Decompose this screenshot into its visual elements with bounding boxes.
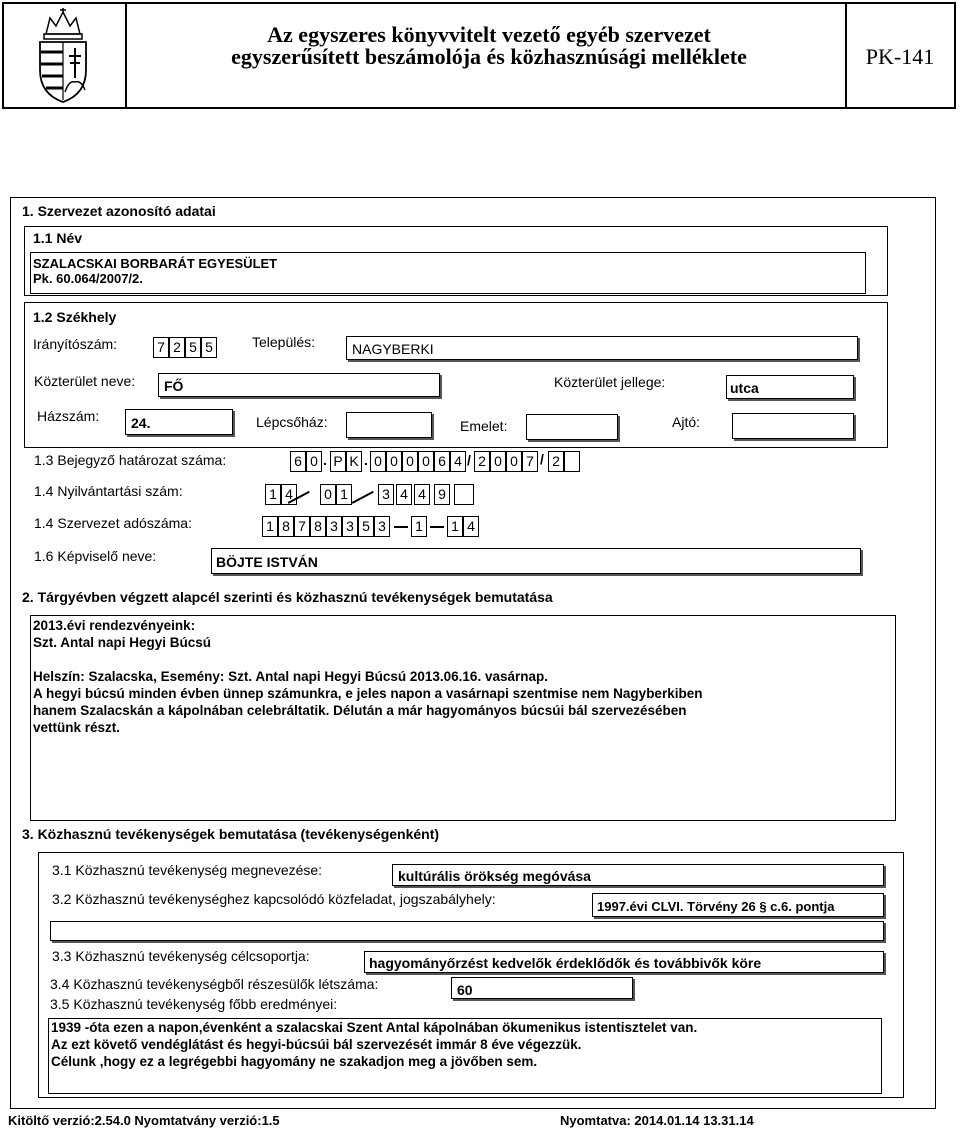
seat-label: 1.2 Székhely — [33, 309, 117, 325]
court-digit[interactable]: 0 — [370, 451, 386, 472]
reg-digit[interactable]: 1 — [336, 484, 352, 505]
court-separator-dot: . — [364, 452, 368, 468]
court-digit[interactable]: 6 — [434, 451, 450, 472]
reg-digit[interactable]: 9 — [434, 484, 450, 505]
reg-digit[interactable] — [454, 484, 474, 505]
task-value: 1997.évi CLVI. Törvény 26 § c.6. pontja — [597, 899, 835, 914]
tax-digit[interactable]: 3 — [374, 516, 390, 537]
reg-digit[interactable]: 0 — [320, 484, 336, 505]
door-field[interactable] — [732, 413, 854, 439]
tax-digit[interactable]: 3 — [326, 516, 342, 537]
court-digit[interactable]: 2 — [548, 451, 564, 472]
footer-version: Kitöltő verzió:2.54.0 Nyomtatvány verzió:1.5 — [8, 1113, 280, 1128]
door-label: Ajtó: — [672, 414, 701, 430]
header-title — [126, 24, 852, 68]
tax-digit[interactable]: 7 — [294, 516, 310, 537]
task-field-2[interactable] — [50, 921, 884, 941]
zip-digit-2[interactable]: 2 — [169, 337, 185, 358]
street-value: FŐ — [164, 378, 184, 394]
tax-separator — [394, 526, 408, 528]
city-label: Település: — [252, 334, 316, 350]
floor-field[interactable] — [526, 414, 618, 440]
court-digit[interactable]: 0 — [386, 451, 402, 472]
count-label: 3.4 Közhasznú tevékenységből részesülők létszáma: — [50, 976, 379, 992]
stair-field[interactable] — [346, 412, 432, 438]
tax-digit[interactable]: 5 — [358, 516, 374, 537]
tax-digit[interactable]: 4 — [463, 516, 479, 537]
name-value: SZALACSKAI BORBARÁT EGYESÜLET Pk. 60.064/2007/2. — [33, 256, 278, 286]
header-title-line1: Az egyszeres könyvvitelt vezető egyéb szervezet — [267, 22, 711, 47]
court-digit[interactable]: 0 — [306, 451, 322, 472]
court-label: 1.3 Bejegyző határozat száma: — [34, 452, 227, 468]
task-label: 3.2 Közhasznú tevékenységhez kapcsolódó közfeladat, jogszabályhely: — [52, 891, 496, 907]
court-letter[interactable]: P — [330, 451, 346, 472]
hungarian-coat-of-arms-icon — [32, 6, 94, 106]
tax-digit[interactable]: 1 — [411, 516, 427, 537]
court-digit[interactable]: 0 — [418, 451, 434, 472]
tax-label: 1.4 Szervezet adószáma: — [34, 515, 192, 531]
street-label: Közterület neve: — [34, 373, 136, 389]
court-digit[interactable]: 0 — [490, 451, 506, 472]
house-label: Házszám: — [37, 408, 100, 424]
section2-text: 2013.évi rendezvényeink: Szt. Antal napi Hegyi Búcsú Helszín: Szalacska, Esemény: Szt. Antal napi Hegyi Búcsú 2013.06.16. vasárnap. A hegyi búcsú minden évben ünnep számunkra, e jeles napon a vasárnapi szentmise nem Nagyberkiben hanem Szalacskán a kápolnában celebráltatik. Délután a már hagyományos búcsúi bál szervezésében vettünk részt. — [33, 618, 703, 735]
court-digit[interactable]: 4 — [450, 451, 466, 472]
street-field[interactable] — [158, 373, 440, 397]
tax-digit[interactable]: 1 — [262, 516, 278, 537]
name-label: 1.1 Név — [33, 230, 83, 246]
header-title-line2: egyszerűsített beszámolója és közhasznúsági melléklete — [231, 44, 747, 69]
rep-label: 1.6 Képviselő neve: — [34, 548, 157, 564]
zip-label: Irányítószám: — [33, 336, 118, 352]
tax-digit[interactable]: 1 — [447, 516, 463, 537]
tax-digit[interactable]: 8 — [310, 516, 326, 537]
section1-title: 1. Szervezet azonosító adatai — [22, 203, 216, 219]
court-separator-slash: / — [467, 452, 471, 468]
results-text: 1939 -óta ezen a napon,évenként a szalacskai Szent Antal kápolnában ökumenikus istentisztelet van. Az ezt követő vendéglátást és hegyi-búcsúi bál szervezését immár 8 éve végezzük. Célunk ,hogy ez a legrégebbi hagyomány ne szakadjon meg a jövőben sem. — [51, 1020, 698, 1069]
zip-digit-4[interactable]: 5 — [201, 337, 217, 358]
reg-digit[interactable]: 4 — [396, 484, 412, 505]
count-field[interactable] — [451, 977, 633, 999]
footer-printed: Nyomtatva: 2014.01.14 13.31.14 — [560, 1113, 754, 1128]
court-separator-dot: . — [323, 452, 327, 468]
court-digit[interactable]: 7 — [522, 451, 538, 472]
reg-digit[interactable]: 3 — [378, 484, 394, 505]
zip-digit-1[interactable]: 7 — [153, 337, 169, 358]
reg-digit[interactable]: 1 — [265, 484, 281, 505]
court-digit[interactable]: 0 — [506, 451, 522, 472]
court-letter[interactable]: K — [346, 451, 362, 472]
court-digit[interactable]: 0 — [402, 451, 418, 472]
floor-label: Emelet: — [460, 418, 508, 434]
rep-value: BÖJTE ISTVÁN — [216, 554, 318, 570]
section2-title: 2. Tárgyévben végzett alapcél szerinti és közhasznú tevékenységek bemutatása — [22, 589, 553, 605]
reg-label: 1.4 Nyilvántartási szám: — [34, 483, 183, 499]
activity-label: 3.1 Közhasznú tevékenység megnevezése: — [52, 862, 323, 878]
target-label: 3.3 Közhasznú tevékenység célcsoportja: — [52, 948, 310, 964]
tax-digit[interactable]: 8 — [278, 516, 294, 537]
tax-digit[interactable]: 3 — [342, 516, 358, 537]
tax-separator — [430, 526, 444, 528]
zip-digit-3[interactable]: 5 — [185, 337, 201, 358]
form-code: PK-141 — [865, 44, 935, 69]
house-value: 24. — [131, 415, 151, 431]
court-digit[interactable] — [564, 451, 580, 472]
court-digit[interactable]: 6 — [290, 451, 306, 472]
section3-title: 3. Közhasznú tevékenységek bemutatása (tevékenységenként) — [22, 826, 440, 842]
court-separator-slash: / — [540, 451, 544, 467]
results-label: 3.5 Közhasznú tevékenység főbb eredményei: — [50, 996, 338, 1012]
reg-digit[interactable]: 4 — [281, 484, 297, 505]
street-type-label: Közterület jellege: — [554, 374, 666, 390]
city-value: NAGYBERKI — [352, 341, 434, 357]
street-type-value: utca — [730, 380, 759, 396]
count-value: 60 — [457, 982, 473, 998]
stair-label: Lépcsőház: — [256, 414, 328, 430]
target-value: hagyományőrzést kedvelők érdeklődők és továbbivők köre — [369, 955, 762, 971]
reg-digit[interactable]: 4 — [414, 484, 430, 505]
court-digit[interactable]: 2 — [474, 451, 490, 472]
activity-value: kultúrális örökség megóvása — [398, 868, 591, 884]
